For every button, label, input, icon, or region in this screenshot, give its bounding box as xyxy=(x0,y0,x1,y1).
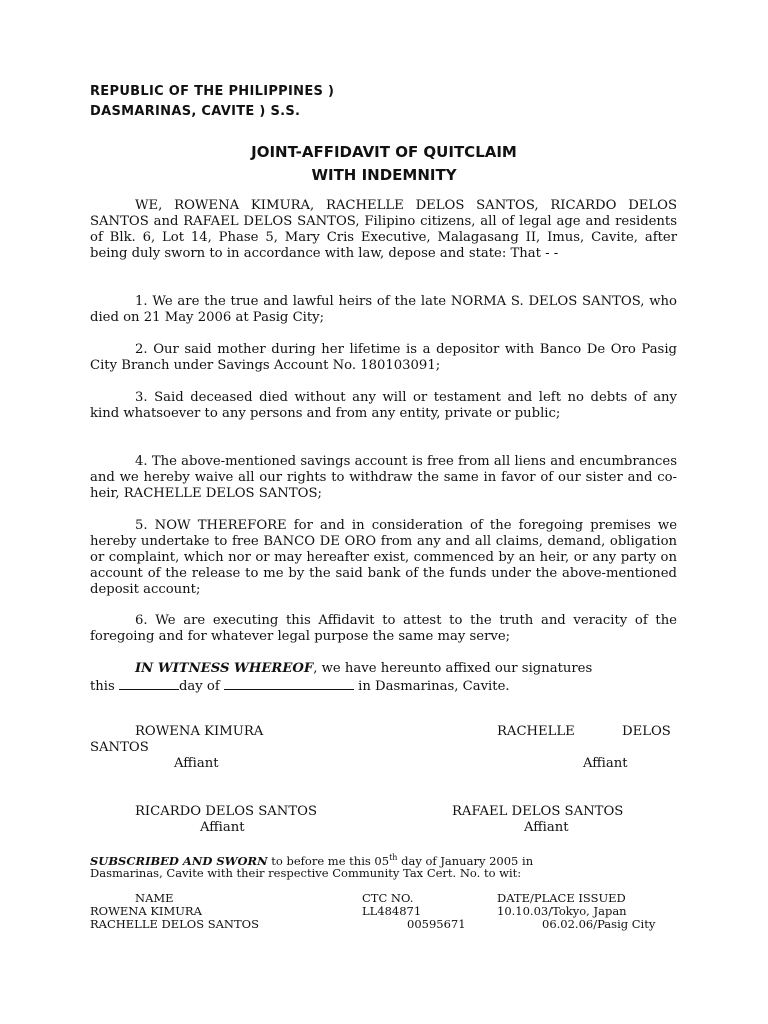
paragraph-2-text: 2. Our said mother during her lifetime is a depositor with Banco De Oro Pasig City Branch under Savings Account No. 180103091; xyxy=(90,342,677,373)
ctc-row-1-number: LL484871 xyxy=(362,904,422,918)
ctc-row-1-date-place: 10.10.03/Tokyo, Japan xyxy=(497,904,627,918)
jurat-lead: SUBSCRIBED AND SWORN xyxy=(90,853,268,868)
jurat-text-2: day of January 2005 in xyxy=(397,853,534,868)
witness-this: this xyxy=(90,679,119,694)
paragraph-5-text: 5. NOW THEREFORE for and in consideration of the foregoing premises we hereby undertake to free BANCO DE ORO from any and all claims, demand, obligation or complaint, which nor or may hereafter exist, commenced by an heir, or any party on account of the release to me by the said bank of the funds under the above-mentioned deposit account; xyxy=(90,518,677,597)
signatory-2-name-last: SANTOS xyxy=(90,740,149,755)
signatory-2-role: Affiant xyxy=(583,756,628,771)
signatory-3-name: RICARDO DELOS SANTOS xyxy=(135,804,317,819)
ctc-row-2-name: RACHELLE DELOS SANTOS xyxy=(90,917,259,931)
witness-rest: , we have hereunto affixed our signatures xyxy=(313,661,593,676)
ctc-header-date-place: DATE/PLACE ISSUED xyxy=(497,891,626,905)
paragraph-4-text: 4. The above-mentioned savings account is free from all liens and encumbrances and we hereby waive all our rights to withdraw the same in favor of our sister and co-heir, RACHELLE DELOS SANTOS; xyxy=(90,454,677,501)
paragraph-3-text: 3. Said deceased died without any will or testament and left no debts of any kind whatsoever to any persons and from any entity, private or public; xyxy=(90,390,677,421)
ctc-row-2-number: 00595671 xyxy=(407,917,466,931)
signatory-4-name: RAFAEL DELOS SANTOS xyxy=(452,804,624,819)
jurat-text-1: to before me this 05 xyxy=(267,853,390,868)
ctc-row-1-name: ROWENA KIMURA xyxy=(90,904,202,918)
paragraph-5 xyxy=(90,518,677,598)
paragraph-3 xyxy=(90,390,677,422)
intro-text: WE, ROWENA KIMURA, RACHELLE DELOS SANTOS, RICARDO DELOS SANTOS and RAFAEL DELOS SANTOS, Filipino citizens, all of legal age and residents of Blk. 6, Lot 14, Phase 5, Mary Cris Executive, Malagasang II, Imus, Cavite, after being duly sworn to in accordance with law, depose and state: That - - xyxy=(90,198,677,261)
jurat-line-2: Dasmarinas, Cavite with their respective Community Tax Cert. No. to wit: xyxy=(90,866,522,880)
day-blank xyxy=(119,677,179,690)
paragraph-6-text: 6. We are executing this Affidavit to attest to the truth and veracity of the foregoing and for whatever legal purpose the same may serve; xyxy=(90,613,677,644)
signatory-1-role: Affiant xyxy=(174,756,219,771)
ctc-header-number: CTC NO. xyxy=(362,891,414,905)
signatory-2-name-first: RACHELLE xyxy=(497,724,575,739)
witness-clause xyxy=(90,661,677,677)
witness-date-line xyxy=(90,677,510,695)
venue-caption-line1: REPUBLIC OF THE PHILIPPINES ) xyxy=(90,84,335,99)
document-subtitle: WITH INDEMNITY xyxy=(311,166,457,184)
paragraph-1-text: 1. We are the true and lawful heirs of the late NORMA S. DELOS SANTOS, who died on 21 May 2006 at Pasig City; xyxy=(90,294,677,325)
paragraph-6 xyxy=(90,613,677,645)
ctc-header-name: NAME xyxy=(135,891,174,905)
month-blank xyxy=(224,677,354,690)
witness-dayof: day of xyxy=(178,679,224,694)
witness-lead: IN WITNESS WHEREOF xyxy=(135,661,314,676)
document-title: JOINT-AFFIDAVIT OF QUITCLAIM xyxy=(251,143,517,161)
signatory-3-role: Affiant xyxy=(200,820,245,835)
intro-paragraph xyxy=(90,198,677,262)
jurat-superscript: th xyxy=(389,853,398,862)
signatory-1-name: ROWENA KIMURA xyxy=(135,724,264,739)
signatory-4-role: Affiant xyxy=(524,820,569,835)
paragraph-4 xyxy=(90,454,677,502)
witness-place: in Dasmarinas, Cavite. xyxy=(353,679,510,694)
paragraph-1 xyxy=(90,294,677,326)
paragraph-2 xyxy=(90,342,677,374)
signatory-2-name-middle: DELOS xyxy=(622,724,671,739)
venue-caption-line2: DASMARINAS, CAVITE ) S.S. xyxy=(90,104,301,119)
ctc-row-2-date-place: 06.02.06/Pasig City xyxy=(542,917,656,931)
